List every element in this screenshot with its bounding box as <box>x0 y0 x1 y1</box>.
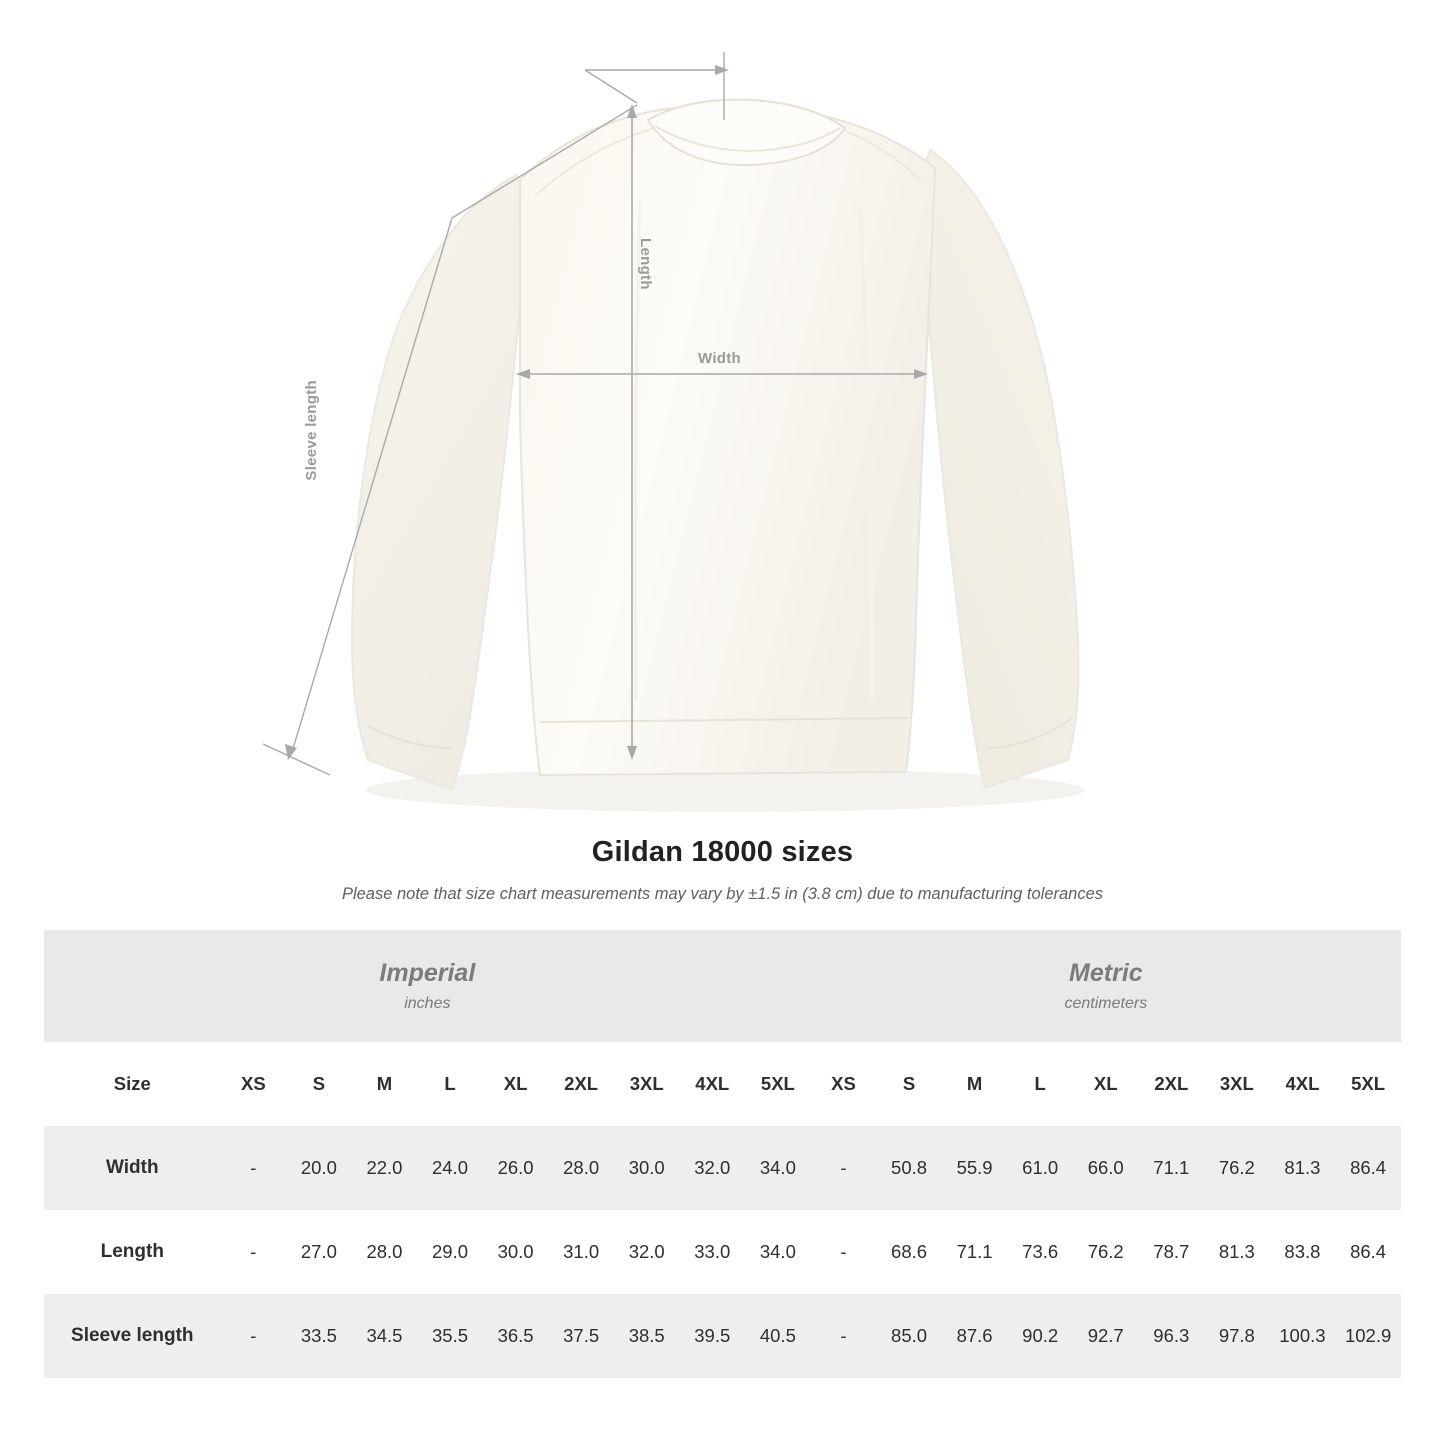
cell-sleeve-imp-8: 40.5 <box>745 1294 811 1378</box>
header-size-imperial-8: 5XL <box>745 1042 811 1126</box>
header-size-imperial-6: 3XL <box>614 1042 680 1126</box>
cell-sleeve-imp-0: - <box>221 1294 287 1378</box>
header-size-metric-3: L <box>1007 1042 1073 1126</box>
tolerance-note: Please note that size chart measurements may vary by ±1.5 in (3.8 cm) due to manufacturing tolerances <box>341 885 1104 903</box>
row-label-sleeve-length: Sleeve length <box>44 1294 221 1378</box>
header-size-metric-5: 2XL <box>1139 1042 1205 1126</box>
cell-sleeve-met-5: 96.3 <box>1139 1294 1205 1378</box>
header-size-imperial-1: S <box>286 1042 352 1126</box>
cell-sleeve-imp-4: 36.5 <box>483 1294 549 1378</box>
header-size-metric-7: 4XL <box>1270 1042 1336 1126</box>
cell-width-met-0: - <box>811 1126 877 1210</box>
cell-width-imp-0: - <box>221 1126 287 1210</box>
row-label-width: Width <box>44 1126 221 1210</box>
cell-sleeve-met-6: 97.8 <box>1204 1294 1270 1378</box>
cell-length-met-7: 83.8 <box>1270 1210 1336 1294</box>
cell-width-met-8: 86.4 <box>1335 1126 1401 1210</box>
cell-sleeve-met-4: 92.7 <box>1073 1294 1139 1378</box>
header-size-metric-0: XS <box>811 1042 877 1126</box>
cell-length-imp-0: - <box>221 1210 287 1294</box>
width-dimension-label: Width <box>698 350 742 367</box>
cell-width-imp-4: 26.0 <box>483 1126 549 1210</box>
cell-length-met-3: 73.6 <box>1007 1210 1073 1294</box>
cell-width-imp-1: 20.0 <box>286 1126 352 1210</box>
size-table <box>44 930 1401 1378</box>
cell-width-met-5: 71.1 <box>1139 1126 1205 1210</box>
cell-width-met-2: 55.9 <box>942 1126 1008 1210</box>
cell-sleeve-met-1: 85.0 <box>876 1294 942 1378</box>
cell-length-imp-1: 27.0 <box>286 1210 352 1294</box>
header-size-imperial-7: 4XL <box>679 1042 745 1126</box>
metric-unit-name: Metric <box>1069 958 1143 987</box>
cell-length-imp-3: 29.0 <box>417 1210 483 1294</box>
metric-unit-cell <box>811 930 1401 1042</box>
cell-width-imp-7: 32.0 <box>679 1126 745 1210</box>
cell-length-met-8: 86.4 <box>1335 1210 1401 1294</box>
length-dimension-label: Length <box>637 238 654 290</box>
cell-width-imp-6: 30.0 <box>614 1126 680 1210</box>
cell-length-imp-4: 30.0 <box>483 1210 549 1294</box>
header-size-imperial-4: XL <box>483 1042 549 1126</box>
cell-length-met-5: 78.7 <box>1139 1210 1205 1294</box>
cell-sleeve-imp-5: 37.5 <box>548 1294 614 1378</box>
cell-width-met-6: 76.2 <box>1204 1126 1270 1210</box>
row-label-length: Length <box>44 1210 221 1294</box>
cell-sleeve-imp-1: 33.5 <box>286 1294 352 1378</box>
metric-unit-sub: centimeters <box>1064 995 1148 1013</box>
cell-width-met-4: 66.0 <box>1073 1126 1139 1210</box>
cell-length-imp-7: 33.0 <box>679 1210 745 1294</box>
unit-band-row <box>44 930 1401 1042</box>
cell-length-imp-6: 32.0 <box>614 1210 680 1294</box>
header-size-imperial-5: 2XL <box>548 1042 614 1126</box>
header-size-metric-2: M <box>942 1042 1008 1126</box>
cell-width-met-1: 50.8 <box>876 1126 942 1210</box>
cell-width-met-3: 61.0 <box>1007 1126 1073 1210</box>
cell-length-imp-5: 31.0 <box>548 1210 614 1294</box>
cell-sleeve-imp-2: 34.5 <box>352 1294 418 1378</box>
cell-sleeve-met-0: - <box>811 1294 877 1378</box>
table-row <box>44 1210 1401 1294</box>
page-title: Gildan 18000 sizes <box>591 836 854 868</box>
cell-width-imp-5: 28.0 <box>548 1126 614 1210</box>
header-size-imperial-3: L <box>417 1042 483 1126</box>
cell-width-imp-8: 34.0 <box>745 1126 811 1210</box>
cell-length-imp-8: 34.0 <box>745 1210 811 1294</box>
cell-length-met-1: 68.6 <box>876 1210 942 1294</box>
header-size-metric-1: S <box>876 1042 942 1126</box>
cell-sleeve-met-3: 90.2 <box>1007 1294 1073 1378</box>
table-header-row <box>44 1042 1401 1126</box>
header-size-imperial-2: M <box>352 1042 418 1126</box>
cell-length-met-0: - <box>811 1210 877 1294</box>
cell-sleeve-met-8: 102.9 <box>1335 1294 1401 1378</box>
cell-length-met-4: 76.2 <box>1073 1210 1139 1294</box>
sleeve-length-dimension-label: Sleeve length <box>303 380 320 481</box>
header-size-metric-8: 5XL <box>1335 1042 1401 1126</box>
cell-length-met-6: 81.3 <box>1204 1210 1270 1294</box>
imperial-unit-name: Imperial <box>379 958 476 987</box>
header-size-metric-6: 3XL <box>1204 1042 1270 1126</box>
cell-sleeve-met-7: 100.3 <box>1270 1294 1336 1378</box>
cell-sleeve-imp-7: 39.5 <box>679 1294 745 1378</box>
imperial-unit-cell <box>44 930 811 1042</box>
cell-length-imp-2: 28.0 <box>352 1210 418 1294</box>
imperial-unit-sub: inches <box>404 995 451 1013</box>
title-block <box>0 836 1445 904</box>
cell-length-met-2: 71.1 <box>942 1210 1008 1294</box>
header-size-label: Size <box>44 1042 221 1126</box>
cell-sleeve-imp-6: 38.5 <box>614 1294 680 1378</box>
header-size-metric-4: XL <box>1073 1042 1139 1126</box>
table-row <box>44 1294 1401 1378</box>
cell-width-met-7: 81.3 <box>1270 1126 1336 1210</box>
header-size-imperial-0: XS <box>221 1042 287 1126</box>
size-table-wrapper <box>0 930 1445 1378</box>
table-row <box>44 1126 1401 1210</box>
cell-sleeve-imp-3: 35.5 <box>417 1294 483 1378</box>
cell-width-imp-2: 22.0 <box>352 1126 418 1210</box>
cell-sleeve-met-2: 87.6 <box>942 1294 1008 1378</box>
cell-width-imp-3: 24.0 <box>417 1126 483 1210</box>
